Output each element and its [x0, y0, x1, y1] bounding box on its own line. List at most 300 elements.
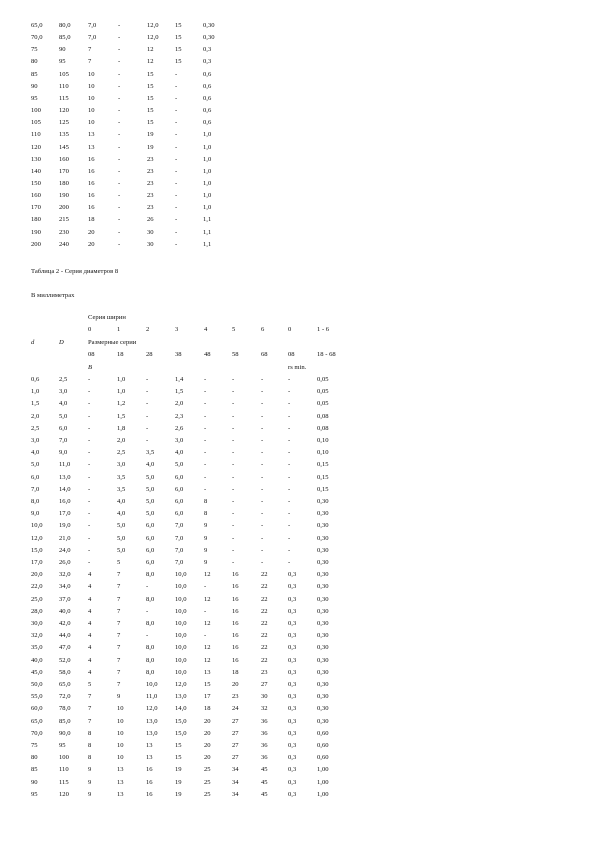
table-cell: 110	[31, 131, 41, 139]
table-cell: 8,0	[146, 644, 155, 652]
table-cell: 8	[88, 742, 92, 749]
table-cell: 0,30	[203, 22, 215, 29]
table-cell: 5,0	[117, 546, 126, 554]
table-cell: 11,0	[59, 461, 71, 469]
table-cell: 16	[88, 192, 95, 200]
table-cell: 10,0	[175, 595, 187, 603]
table-cell: 15	[175, 58, 182, 66]
dimension-series-number: 38	[175, 351, 182, 358]
series-number: 2	[146, 326, 150, 333]
table-cell: 12,0	[31, 534, 43, 542]
table-cell: 13,0	[146, 729, 158, 737]
table-cell: 13,0	[146, 717, 158, 725]
table-cell: 10,0	[175, 583, 187, 591]
table-cell: 8	[204, 510, 208, 518]
table-cell: 0,6	[203, 107, 212, 115]
table-cell: 110	[59, 82, 69, 90]
table-cell: 16	[232, 595, 239, 603]
table-cell: 9	[88, 766, 92, 774]
table-cell: 16	[146, 766, 153, 774]
table-cell: 0,3	[203, 46, 212, 54]
table-cell: 55,0	[31, 693, 43, 701]
table-cell: 20	[204, 717, 211, 725]
table-cell: 30,0	[31, 620, 43, 627]
table-cell: 26,0	[59, 559, 71, 566]
table-cell: 0,30	[317, 534, 329, 542]
table-cell: 100	[59, 754, 69, 762]
table-cell: 0,3	[288, 742, 297, 749]
table-cell: 47,0	[59, 644, 71, 652]
table-cell: 85	[31, 70, 38, 78]
table-cell: 145	[59, 143, 69, 151]
table-cell: 135	[59, 131, 69, 139]
table-cell: 9	[204, 522, 208, 530]
units-note: В миллиметрах	[31, 292, 75, 299]
table-cell: 4	[88, 571, 92, 579]
table-cell: 180	[31, 216, 41, 224]
series-number: 0	[288, 326, 292, 333]
table-cell: 7	[117, 656, 121, 664]
table-cell: -	[88, 473, 91, 481]
table-cell: 18	[232, 668, 239, 676]
table-cell: 14,0	[175, 705, 187, 713]
table-cell: 4	[88, 607, 92, 615]
table-cell: 17	[204, 693, 211, 701]
table-cell: 13	[204, 668, 211, 676]
table-cell: -	[118, 58, 121, 66]
table-cell: -	[232, 510, 235, 518]
table-cell: 16	[146, 790, 153, 798]
table-cell: 10,0	[146, 681, 158, 688]
table-cell: -	[288, 400, 291, 408]
table-cell: -	[88, 388, 91, 396]
table-cell: 95	[31, 790, 38, 798]
table-cell: 15	[147, 94, 154, 102]
table-cell: 20	[88, 240, 95, 248]
table-cell: 12,0	[175, 681, 187, 688]
table-cell: 95	[59, 58, 66, 66]
table-cell: 15,0	[175, 717, 187, 725]
table-cell: 10,0	[175, 644, 187, 652]
table-cell: 115	[59, 94, 69, 102]
table-cell: 80	[31, 58, 38, 66]
table-cell: 36	[261, 754, 268, 762]
table-cell: 0,3	[288, 595, 297, 603]
table-cell: 7,0	[88, 22, 97, 29]
table-cell: 23	[232, 693, 239, 701]
table-cell: -	[261, 534, 264, 542]
table-cell: 16	[88, 179, 95, 187]
table-cell: -	[118, 94, 121, 102]
table-cell: 36	[261, 742, 268, 749]
table-cell: -	[232, 437, 235, 444]
table-cell: 23	[147, 155, 154, 163]
table-cell: -	[288, 376, 291, 383]
table-cell: -	[261, 400, 264, 408]
table-cell: -	[261, 376, 264, 383]
table-cell: 0,3	[288, 681, 297, 688]
table-cell: 0,30	[317, 681, 329, 688]
table-cell: 10,0	[175, 571, 187, 579]
rs-min-label: rs min.	[288, 364, 307, 371]
table-cell: -	[175, 107, 178, 115]
table-cell: -	[175, 179, 178, 187]
table-cell: -	[204, 632, 207, 640]
table-cell: 7	[117, 632, 121, 640]
table-cell: 0,3	[288, 583, 297, 591]
table-cell: -	[204, 607, 207, 615]
table-cell: 27	[261, 681, 268, 688]
table-cell: 17,0	[31, 559, 43, 566]
table-cell: 7	[88, 58, 92, 66]
table-cell: -	[232, 376, 235, 383]
table-cell: 7,0	[175, 522, 184, 530]
table-cell: 2,5	[117, 449, 126, 457]
table-cell: 0,30	[317, 571, 329, 579]
table-cell: 30	[147, 228, 154, 236]
table-cell: 7,0	[175, 534, 184, 542]
table-cell: 7	[88, 46, 92, 54]
table-cell: 16	[88, 167, 95, 175]
table-cell: 10	[88, 107, 95, 115]
table-cell: 0,30	[317, 693, 329, 701]
table-cell: 4	[88, 620, 92, 627]
table-cell: 9,0	[59, 449, 68, 457]
table-cell: -	[261, 461, 264, 469]
table-cell: 12,0	[147, 22, 159, 29]
table-cell: 130	[31, 155, 41, 163]
table-cell: -	[261, 522, 264, 530]
table-cell: 72,0	[59, 693, 71, 701]
table-cell: 1,00	[317, 766, 329, 774]
table-cell: 10	[117, 729, 124, 737]
table-cell: 13	[117, 790, 124, 798]
table-cell: 8	[88, 729, 92, 737]
table-cell: 22	[261, 583, 268, 591]
table-cell: -	[204, 388, 207, 396]
table-cell: -	[288, 449, 291, 457]
table-cell: -	[175, 240, 178, 248]
table-cell: -	[204, 376, 207, 383]
table-cell: 0,30	[317, 498, 329, 505]
table-cell: 16	[232, 583, 239, 591]
table-cell: 190	[31, 228, 41, 236]
table-cell: 9	[88, 778, 92, 786]
table-cell: 12	[204, 595, 211, 603]
table-cell: 1,0	[203, 167, 212, 175]
table-cell: 90	[31, 778, 38, 786]
table-cell: 10	[88, 70, 95, 78]
table-cell: 25	[204, 766, 211, 774]
table-cell: -	[118, 228, 121, 236]
table-cell: 15,0	[175, 729, 187, 737]
table-cell: 45	[261, 766, 268, 774]
table-cell: -	[288, 510, 291, 518]
table-cell: 50,0	[31, 681, 43, 688]
table-cell: 8	[88, 754, 92, 762]
dimension-series-number: 68	[261, 351, 268, 358]
table-cell: 3,0	[31, 437, 40, 444]
table-cell: 10	[117, 717, 124, 725]
table-cell: 5,0	[117, 534, 126, 542]
table-cell: 23	[261, 668, 268, 676]
table-cell: 1,1	[203, 216, 212, 224]
table-cell: 22	[261, 607, 268, 615]
table-cell: 0,6	[203, 70, 212, 78]
table-cell: 90	[59, 46, 66, 54]
table-cell: -	[118, 34, 121, 42]
table-cell: 0,30	[317, 510, 329, 518]
table-cell: 22	[261, 571, 268, 579]
table-cell: -	[118, 119, 121, 127]
table-cell: 0,15	[317, 473, 329, 481]
table-cell: -	[175, 204, 178, 212]
table-cell: 1,0	[117, 376, 126, 383]
table-cell: 0,30	[317, 644, 329, 652]
table-cell: 15	[175, 742, 182, 749]
table-cell: -	[204, 461, 207, 469]
table-cell: -	[204, 400, 207, 408]
table-cell: 36	[261, 729, 268, 737]
table-cell: 0,3	[288, 754, 297, 762]
table-cell: 240	[59, 240, 69, 248]
dimension-series-number: 18	[117, 351, 124, 358]
table-cell: -	[146, 437, 149, 444]
table-cell: 8,0	[146, 571, 155, 579]
table-cell: 5,0	[175, 461, 184, 469]
table-cell: -	[232, 498, 235, 505]
table-cell: 52,0	[59, 656, 71, 664]
table-cell: 16	[232, 632, 239, 640]
table-cell: 0,3	[288, 620, 297, 627]
table-cell: 7	[117, 668, 121, 676]
table-cell: 7	[117, 644, 121, 652]
table-cell: 140	[31, 167, 41, 175]
table-cell: -	[261, 424, 264, 432]
table-cell: 120	[59, 107, 69, 115]
table-cell: -	[88, 400, 91, 408]
table-cell: 15,0	[31, 546, 43, 554]
table-cell: 1,5	[175, 388, 184, 396]
table-cell: 22	[261, 644, 268, 652]
series-number: 0	[88, 326, 92, 333]
table-cell: 0,3	[288, 632, 297, 640]
table-cell: 1,5	[31, 400, 40, 408]
table-cell: -	[232, 400, 235, 408]
table-cell: 0,08	[317, 424, 329, 432]
table-cell: -	[146, 424, 149, 432]
table-cell: 95	[31, 94, 38, 102]
table-cell: 20	[204, 729, 211, 737]
table-cell: 170	[31, 204, 41, 212]
table-cell: 0,6	[31, 376, 40, 383]
table-cell: 12	[147, 58, 154, 66]
table-cell: 1,0	[203, 179, 212, 187]
table-cell: 7,0	[175, 559, 184, 566]
table-cell: -	[288, 485, 291, 493]
table-cell: 3,0	[117, 461, 126, 469]
table-cell: 45	[261, 790, 268, 798]
table-cell: 1,0	[203, 131, 212, 139]
table-cell: 150	[31, 179, 41, 187]
series-width-label: Серия ширин	[88, 314, 126, 321]
table-cell: 23	[147, 179, 154, 187]
table-cell: 12	[204, 644, 211, 652]
table-title: Таблица 2 - Серия диаметров 8	[31, 268, 119, 275]
table-cell: 35,0	[31, 644, 43, 652]
table-cell: -	[232, 412, 235, 420]
table-cell: 10	[88, 82, 95, 90]
series-number: 5	[232, 326, 236, 333]
table-cell: 85,0	[59, 34, 71, 42]
table-cell: 0,30	[317, 607, 329, 615]
table-cell: 12	[204, 571, 211, 579]
table-cell: 1,1	[203, 228, 212, 236]
table-cell: -	[88, 437, 91, 444]
table-cell: 7	[88, 717, 92, 725]
table-cell: 42,0	[59, 620, 71, 627]
table-cell: -	[288, 437, 291, 444]
table-cell: 1,0	[203, 155, 212, 163]
table-cell: 1,0	[31, 388, 40, 396]
table-cell: 24,0	[59, 546, 71, 554]
table-cell: 4,0	[31, 449, 40, 457]
table-cell: 0,3	[288, 571, 297, 579]
table-cell: -	[204, 449, 207, 457]
table-cell: 0,10	[317, 437, 329, 444]
table-cell: 1,0	[117, 388, 126, 396]
table-cell: 15	[147, 119, 154, 127]
table-cell: 7	[88, 705, 92, 713]
table-cell: 65,0	[31, 717, 43, 725]
table-cell: 20	[88, 228, 95, 236]
table-cell: 0,15	[317, 485, 329, 493]
table-cell: 1,4	[175, 376, 184, 383]
table-cell: 19	[147, 143, 154, 151]
table-cell: -	[175, 131, 178, 139]
table-cell: 160	[31, 192, 41, 200]
table-cell: 0,30	[317, 656, 329, 664]
table-cell: -	[175, 216, 178, 224]
table-cell: 15	[175, 754, 182, 762]
table-cell: 15	[175, 22, 182, 29]
table-cell: 25	[204, 790, 211, 798]
table-cell: 20	[204, 742, 211, 749]
table-cell: 0,6	[203, 119, 212, 127]
table-cell: -	[204, 412, 207, 420]
table-cell: 10,0	[175, 632, 187, 640]
table-cell: -	[232, 473, 235, 481]
table-cell: 6,0	[146, 534, 155, 542]
table-cell: -	[261, 498, 264, 505]
table-cell: 4,0	[117, 510, 126, 518]
table-cell: 7	[88, 693, 92, 701]
table-cell: 15	[175, 34, 182, 42]
table-cell: 13	[88, 143, 95, 151]
table-cell: 10,0	[175, 656, 187, 664]
table-cell: 20	[204, 754, 211, 762]
dimension-series-number: 58	[232, 351, 239, 358]
table-cell: -	[88, 498, 91, 505]
table-cell: 13	[117, 766, 124, 774]
table-cell: 7,0	[175, 546, 184, 554]
table-cell: 16	[232, 644, 239, 652]
D-label: D	[59, 339, 64, 346]
table-cell: -	[88, 485, 91, 493]
table-cell: 0,30	[317, 595, 329, 603]
table-cell: 6,0	[175, 473, 184, 481]
table-cell: 20,0	[31, 571, 43, 579]
table-cell: 1,8	[117, 424, 126, 432]
table-cell: 36	[261, 717, 268, 725]
table-cell: 65,0	[59, 681, 71, 688]
B-label: B	[88, 364, 93, 371]
table-cell: 34	[232, 766, 239, 774]
table-cell: 27	[232, 729, 239, 737]
table-cell: -	[88, 510, 91, 518]
table-cell: 4	[88, 632, 92, 640]
table-cell: -	[232, 424, 235, 432]
table-cell: 0,3	[288, 607, 297, 615]
table-cell: 5	[117, 559, 121, 566]
table-cell: -	[146, 400, 149, 408]
table-cell: 19	[175, 790, 182, 798]
table-cell: 13	[117, 778, 124, 786]
table-cell: 22	[261, 632, 268, 640]
table-cell: -	[288, 534, 291, 542]
table-cell: 75	[31, 742, 38, 749]
table-cell: 17,0	[59, 510, 71, 518]
table-cell: 30	[147, 240, 154, 248]
table-cell: 0,05	[317, 376, 329, 383]
table-cell: -	[288, 546, 291, 554]
series-number: 4	[204, 326, 208, 333]
table-cell: 2,0	[175, 400, 184, 408]
table-cell: 4	[88, 668, 92, 676]
table-cell: 10	[88, 94, 95, 102]
table-cell: -	[232, 388, 235, 396]
table-cell: 26	[147, 216, 154, 224]
table-cell: 12,0	[146, 705, 158, 713]
table-cell: 27	[232, 717, 239, 725]
table-cell: 40,0	[31, 656, 43, 664]
table-cell: 28,0	[31, 607, 43, 615]
table-cell: 8,0	[146, 668, 155, 676]
table-cell: 3,0	[175, 437, 184, 444]
table-cell: -	[232, 534, 235, 542]
table-cell: 12	[204, 620, 211, 627]
table-cell: 215	[59, 216, 69, 224]
table-cell: 90	[31, 82, 38, 90]
table-cell: 70,0	[31, 34, 43, 42]
table-cell: -	[261, 546, 264, 554]
table-cell: 6,0	[146, 559, 155, 566]
table-cell: -	[118, 167, 121, 175]
table-cell: -	[232, 559, 235, 566]
table-cell: 15	[147, 107, 154, 115]
table-cell: 70,0	[31, 729, 43, 737]
table-cell: 2,5	[59, 376, 68, 383]
table-cell: -	[146, 412, 149, 420]
table-cell: 0,30	[317, 546, 329, 554]
table-cell: -	[232, 449, 235, 457]
table-cell: 0,3	[288, 790, 297, 798]
table-cell: 0,30	[317, 705, 329, 713]
table-cell: 13,0	[59, 473, 71, 481]
table-cell: -	[175, 82, 178, 90]
table-cell: 120	[59, 790, 69, 798]
table-cell: 22,0	[31, 583, 43, 591]
